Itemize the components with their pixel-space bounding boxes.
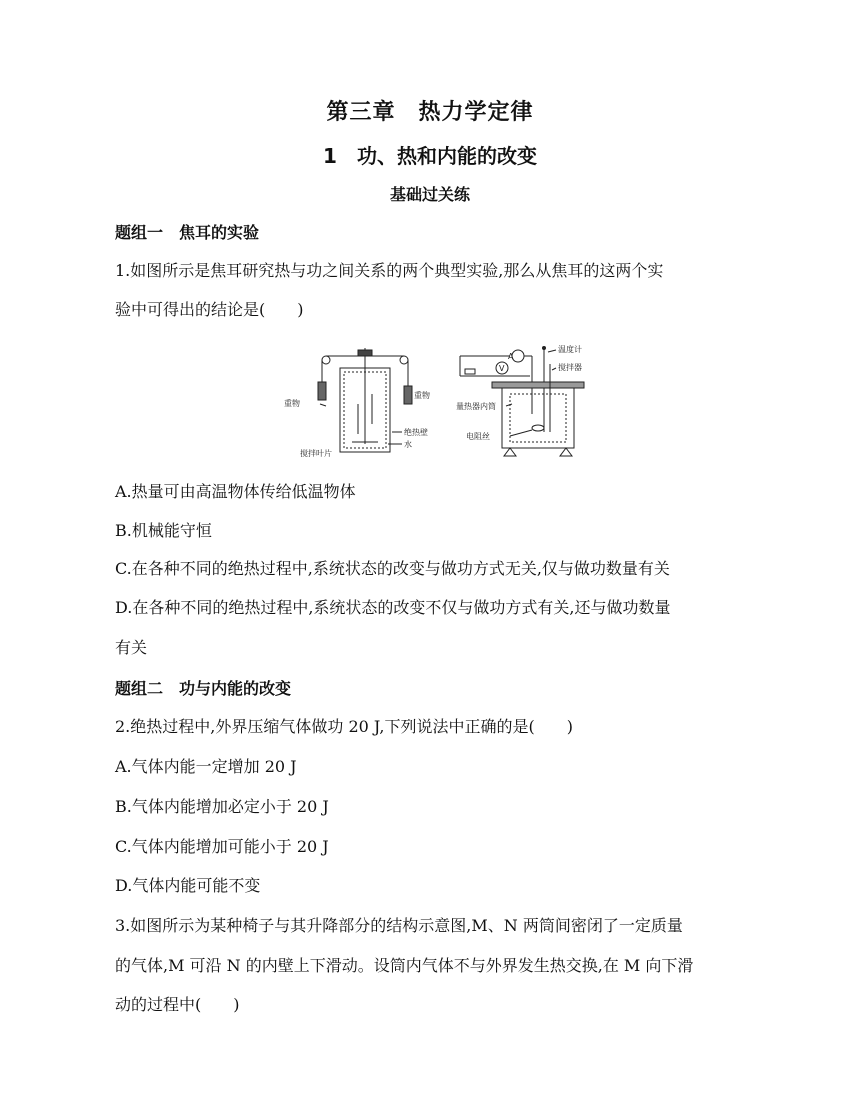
chapter-title: 第三章 热力学定律 [326, 100, 534, 125]
q1-stem-line2: 验中可得出的结论是( ) [115, 300, 304, 319]
q2-stem: 2.绝热过程中,外界压缩气体做功 20 J,下列说法中正确的是( ) [115, 717, 573, 736]
joule-experiment-diagram [280, 344, 600, 464]
label-weight-right: 重物 [414, 391, 430, 400]
q1-option-b: B.机械能守恒 [115, 521, 212, 540]
exercise-title: 基础过关练 [389, 185, 470, 204]
q2-option-b: B.气体内能增加必定小于 20 J [115, 797, 329, 816]
label-resistor: 电阻丝 [466, 432, 490, 441]
q1-option-c: C.在各种不同的绝热过程中,系统状态的改变与做功方式无关,仅与做功数量有关 [115, 559, 670, 578]
label-voltmeter: V [499, 364, 505, 373]
q2-option-a: A.气体内能一定增加 20 J [115, 757, 297, 776]
label-thermometer: 温度计 [558, 345, 582, 354]
label-stirrer: 搅拌器 [558, 363, 582, 372]
label-weight-left: 重物 [284, 399, 300, 408]
q3-stem-line3: 动的过程中( ) [115, 995, 240, 1014]
q3-stem-line2: 的气体,M 可沿 N 的内壁上下滑动。设筒内气体不与外界发生热交换,在 M 向下滑 [115, 956, 694, 975]
label-calorimeter: 量热器内筒 [456, 402, 496, 411]
q1-option-d-line1: D.在各种不同的绝热过程中,系统状态的改变不仅与做功方式有关,还与做功数量 [115, 598, 671, 617]
q1-option-a: A.热量可由高温物体传给低温物体 [115, 482, 356, 501]
label-insulating-wall: 绝热壁 [404, 428, 428, 437]
group1-title: 题组一 焦耳的实验 [115, 223, 260, 242]
joule-experiment-figure [280, 344, 600, 464]
q1-stem-line1: 1.如图所示是焦耳研究热与功之间关系的两个典型实验,那么从焦耳的这两个实 [115, 261, 664, 280]
q3-stem-line1: 3.如图所示为某种椅子与其升降部分的结构示意图,M、N 两筒间密闭了一定质量 [115, 916, 683, 935]
label-water: 水 [404, 440, 412, 449]
label-paddle: 搅拌叶片 [300, 449, 332, 458]
section-title: 1 功、热和内能的改变 [323, 144, 537, 168]
q1-option-d-line2: 有关 [115, 638, 148, 657]
q2-option-d: D.气体内能可能不变 [115, 876, 261, 895]
q2-option-c: C.气体内能增加可能小于 20 J [115, 837, 329, 856]
label-ammeter: A [508, 352, 514, 361]
group2-title: 题组二 功与内能的改变 [115, 679, 292, 698]
